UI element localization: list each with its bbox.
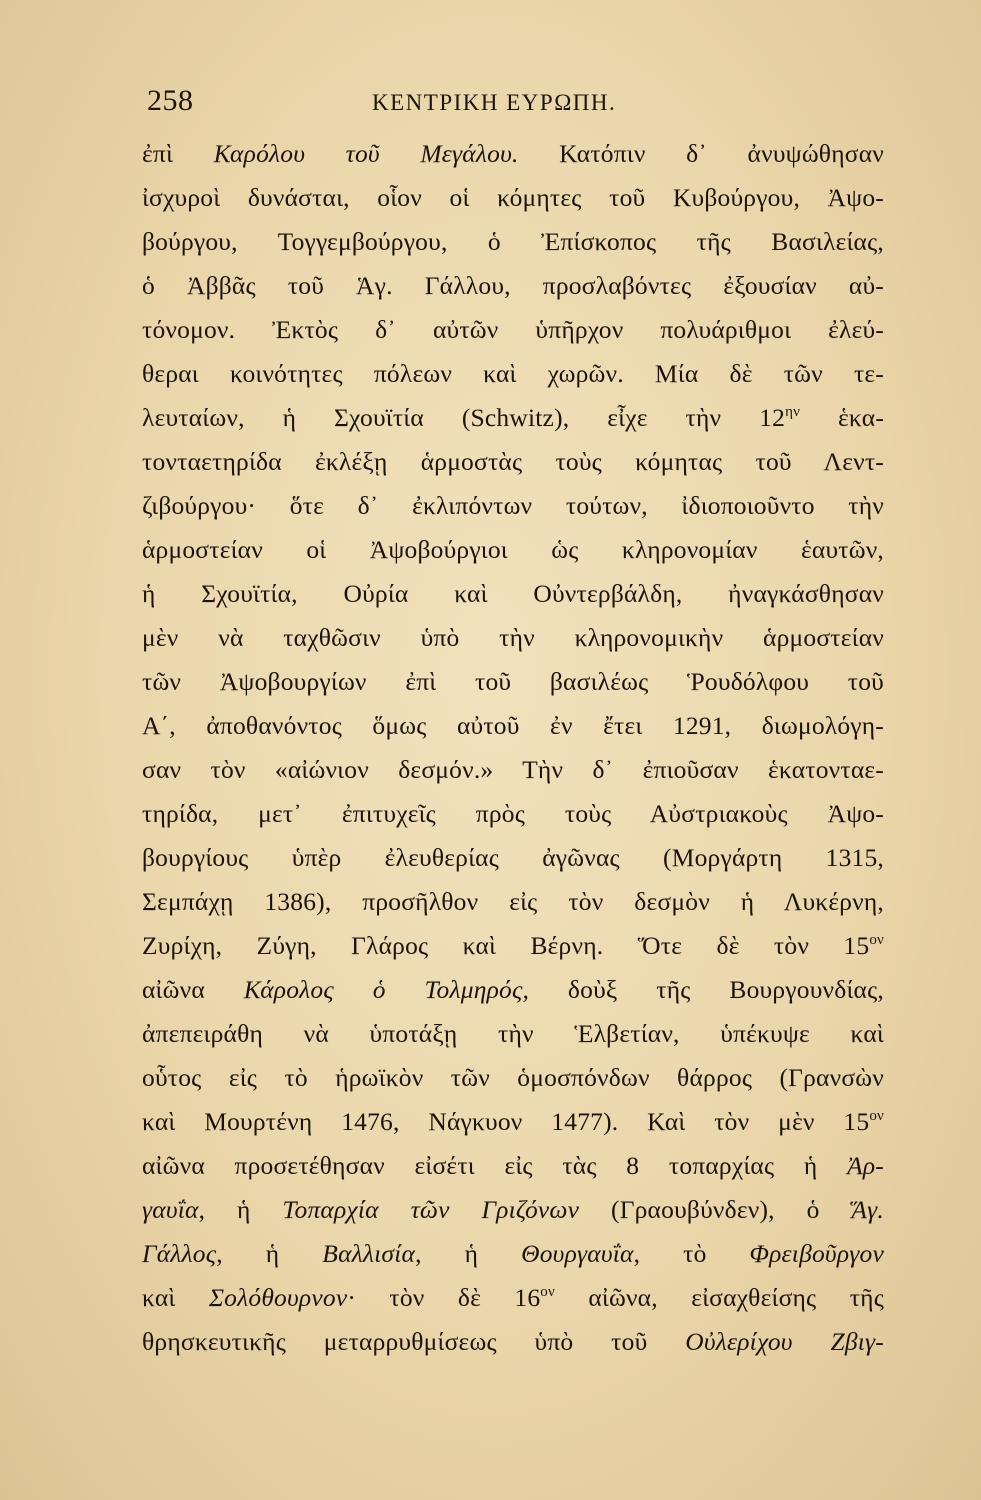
text-line [142,1100,884,1144]
italic-text: Γάλλος [142,1239,217,1268]
text-segment: Α΄, ἀποθανόντος ὅμως αὐτοῦ ἐν ἔτει 1291, διωμολόγη- [142,711,884,740]
text-segment: (Γραουβύνδεν), ὁ [579,1195,852,1224]
text-line [142,352,884,396]
text-segment: τῶν Ἀψοβουργίων ἐπὶ τοῦ βασιλέως Ῥουδόλφου τοῦ [142,667,884,696]
text-segment: Κατόπιν δ᾽ ἀνυψώθησαν [518,139,884,168]
text-line [142,572,884,616]
text-line [142,308,884,352]
italic-text: Βαλλισία [322,1239,416,1268]
text-line [142,616,884,660]
text-segment: καὶ [142,1283,209,1312]
text-line [142,484,884,528]
italic-text: Καρόλου τοῦ Μεγάλου. [213,139,519,168]
italic-text: Ἀρ- [847,1151,884,1180]
italic-text: Σολόθουρνον [208,1283,348,1312]
italic-text: Κάρολος ὁ Τολμηρός, [243,975,530,1004]
text-line [142,792,884,836]
text-segment: · τὸν δὲ 16 [347,1283,541,1312]
text-segment: ἰσχυροὶ δυνάσται, οἷον οἱ κόμητες τοῦ Κυβούργου, Ἀψο- [142,183,884,212]
text-line [142,176,884,220]
text-segment: βουργίους ὑπὲρ ἐλευθερίας ἀγῶνας (Μοργάρτη 1315, [142,843,884,872]
text-line [142,264,884,308]
text-segment: λευταίων, ἡ Σχουϊτία (Schwitz), εἶχε τὴν 12 [142,403,786,432]
text-segment: τονταετηρίδα ἐκλέξῃ ἁρμοστὰς τοὺς κόμητας τοῦ Λεντ- [142,447,884,476]
italic-text: Φρειβοῦργον [749,1239,884,1268]
text-segment: ἐπὶ [142,139,214,168]
text-segment: μὲν νὰ ταχθῶσιν ὑπὸ τὴν κληρονομικὴν ἁρμοστείαν [142,623,884,652]
text-line [142,1320,884,1364]
text-line [142,528,884,572]
text-line [142,1144,884,1188]
text-segment: Σεμπάχῃ 1386), προσῆλθον εἰς τὸν δεσμὸν ἡ Λυκέρνη, [142,887,884,916]
text-segment: ἡ Σχουϊτία, Οὐρία καὶ Οὐντερβάλδη, ἠναγκάσθησαν [142,579,884,608]
text-segment: τηρίδα, μετ᾽ ἐπιτυχεῖς πρὸς τοὺς Αὐστριακοὺς Ἀψο- [142,799,884,828]
text-line [142,1232,884,1276]
text-line [142,1056,884,1100]
italic-text: Θουργαυΐα [521,1239,634,1268]
text-line [142,440,884,484]
italic-text: Τοπαρχία τῶν Γριζόνων [282,1195,580,1224]
text-segment: , ἡ [415,1239,522,1268]
text-line [142,748,884,792]
ordinal-superscript: ον [869,932,884,948]
body-text [142,132,884,1364]
page-number: 258 [147,84,194,117]
text-line [142,1276,884,1320]
italic-text: Ἅγ. [851,1195,884,1224]
text-segment: δοὺξ τῆς Βουργουνδίας, [529,975,884,1004]
text-line [142,220,884,264]
text-segment: καὶ Μουρτένη 1476, Νάγκυον 1477). Καὶ τὸν μὲν 15 [142,1107,870,1136]
text-segment: ἁρμοστείαν οἱ Ἀψοβούργιοι ὡς κληρονομίαν ἑαυτῶν, [142,535,884,564]
text-segment: αἰῶνα, εἰσαχθείσης τῆς [554,1283,884,1312]
ordinal-superscript: ον [540,1284,555,1300]
italic-text: γαυΐα [142,1195,199,1224]
text-line [142,1188,884,1232]
text-line [142,880,884,924]
ordinal-superscript: ον [869,1108,884,1124]
text-line [142,660,884,704]
running-title: ΚΕΝΤΡΙΚΗ ΕΥΡΩΠΗ. [372,90,617,115]
text-segment: θρησκευτικῆς μεταρρυθμίσεως ὑπὸ τοῦ [142,1327,686,1356]
text-line [142,968,884,1012]
text-line [142,836,884,880]
text-segment: , ἡ [216,1239,323,1268]
text-segment: , τὸ [633,1239,750,1268]
text-line [142,704,884,748]
text-segment: ἀπεπειράθη νὰ ὑποτάξῃ τὴν Ἑλβετίαν, ὑπέκυψε καὶ [142,1019,884,1048]
italic-text: Οὐλερίχου Ζβιγ- [685,1327,884,1356]
text-segment: τόνομον. Ἐκτὸς δ᾽ αὐτῶν ὑπῆρχον πολυάριθμοι ἐλεύ- [142,315,884,344]
text-line [142,396,884,440]
text-segment: ζιβούργου· ὅτε δ᾽ ἐκλιπόντων τούτων, ἰδιοποιοῦντο τὴν [142,491,884,520]
text-segment: ἑκα- [800,403,885,432]
text-line [142,132,884,176]
text-line [142,1012,884,1056]
text-segment: οὗτος εἰς τὸ ἡρωϊκὸν τῶν ὁμοσπόνδων θάρρος (Γρανσὼν [142,1063,884,1092]
text-segment: σαν τὸν «αἰώνιον δεσμόν.» Τὴν δ᾽ ἐπιοῦσαν ἑκατονταε- [142,755,884,784]
text-segment: , ἡ [198,1195,283,1224]
text-line [142,924,884,968]
text-segment: ὁ Ἀββᾶς τοῦ Ἁγ. Γάλλου, προσλαβόντες ἐξουσίαν αὐ- [142,271,884,300]
text-segment: Ζυρίχη, Ζύγη, Γλάρος καὶ Βέρνη. Ὅτε δὲ τὸν 15 [142,931,870,960]
text-segment: θεραι κοινότητες πόλεων καὶ χωρῶν. Μία δὲ τῶν τε- [142,359,884,388]
running-head [147,84,879,124]
ordinal-superscript: ην [785,404,801,420]
text-segment: αἰῶνα προσετέθησαν εἰσέτι εἰς τὰς 8 τοπαρχίας ἡ [142,1151,848,1180]
text-segment: αἰῶνα [142,975,244,1004]
text-segment: βούργου, Τογγεμβούργου, ὁ Ἐπίσκοπος τῆς Βασιλείας, [142,227,884,256]
